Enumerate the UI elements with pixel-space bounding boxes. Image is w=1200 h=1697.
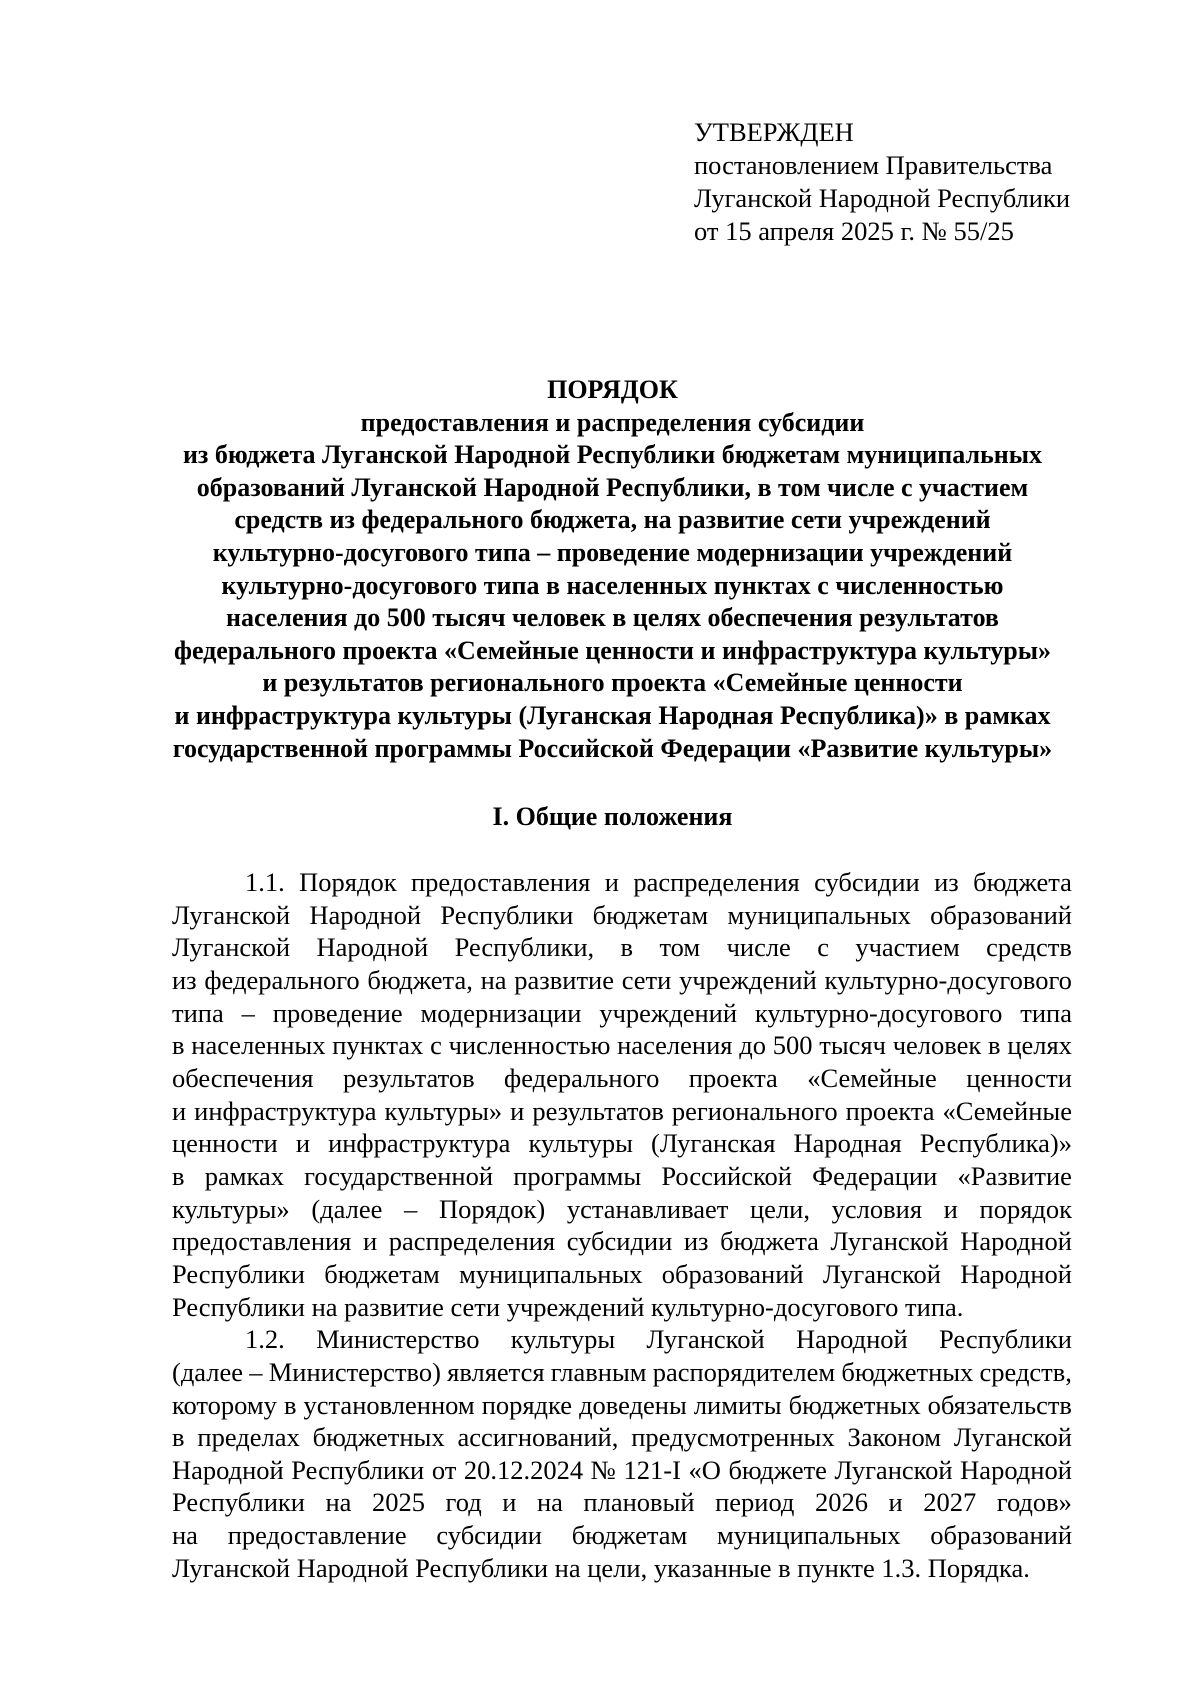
approval-stamp — [694, 116, 1174, 248]
word: образований — [930, 899, 1072, 930]
word: пунктах — [332, 1030, 424, 1061]
word: предоставления — [172, 1226, 352, 1257]
word: бюджете — [728, 1454, 827, 1485]
word: Российской — [661, 1160, 792, 1191]
word: ценности — [966, 1062, 1072, 1093]
word: бюджетам — [324, 1258, 440, 1289]
word: Федерации — [812, 1160, 938, 1191]
title-line: предоставления и распределения субсидии — [360, 407, 865, 437]
word: доведены — [579, 1389, 687, 1420]
word: человек — [892, 1030, 982, 1061]
title-line: культурно-досугового типа – проведение модернизации учреждений — [212, 537, 1013, 567]
word: и — [172, 1095, 187, 1126]
word: распределения — [633, 867, 800, 897]
word: проведение — [272, 997, 403, 1028]
title-heading: ПОРЯДОК — [547, 375, 678, 404]
approval-line: постановлением Правительства — [694, 150, 1053, 180]
word: Луганской — [172, 899, 291, 930]
word: Народная — [793, 1128, 902, 1159]
word: рамках — [204, 1160, 284, 1191]
word: культуры» — [384, 1095, 503, 1126]
title-line: образований Луганской Народной Республики, в том числе с участием — [196, 472, 1029, 502]
word: которому — [172, 1389, 277, 1420]
title-line: культурно-досугового типа в населенных пунктах с численностью — [221, 570, 1004, 600]
word: ассигнований, — [457, 1422, 619, 1453]
word: учреждений — [599, 997, 738, 1028]
title-line: средств из федерального бюджета, на развитие сети учреждений — [234, 505, 991, 535]
word: цели, — [750, 1193, 810, 1224]
word: населенных — [191, 1030, 326, 1061]
word: Порядок — [299, 867, 397, 897]
word: год — [445, 1487, 482, 1518]
paragraph-line — [172, 1258, 1072, 1291]
word: бюджетам — [592, 899, 709, 930]
word: (Луганская — [651, 1128, 776, 1159]
word: 2027 — [923, 1487, 977, 1518]
word: участием — [855, 932, 960, 963]
word: Луганской — [953, 1422, 1072, 1453]
word: и — [888, 1487, 903, 1518]
word: регионального — [671, 1095, 838, 1126]
word: порядке — [481, 1389, 573, 1420]
word: на — [172, 1520, 198, 1551]
word: 2025 — [371, 1487, 425, 1518]
word: в — [172, 1030, 185, 1061]
word: культуры — [510, 1324, 616, 1355]
word: в — [172, 1160, 185, 1191]
word: модернизации — [420, 997, 582, 1028]
word: Республики — [939, 1324, 1072, 1355]
word: установленном — [303, 1389, 475, 1420]
word: бюджета — [973, 867, 1072, 897]
word: инфраструктура — [328, 1128, 511, 1159]
word: период — [715, 1487, 795, 1518]
word: результатов — [342, 1062, 475, 1093]
word: обязательств — [927, 1389, 1072, 1420]
paragraph-line — [172, 899, 1072, 932]
body-text — [172, 866, 1072, 1584]
word: предусмотренных — [631, 1422, 835, 1453]
word: ценности — [172, 1128, 278, 1159]
word: в — [172, 1422, 185, 1453]
title-line: и результатов регионального проекта «Семейные ценности — [262, 668, 963, 698]
word: распределения — [388, 1226, 556, 1257]
word: Народной — [960, 1454, 1072, 1485]
word: Народной — [316, 932, 429, 963]
paragraph-line — [172, 1421, 1072, 1454]
word: федерального — [504, 1062, 660, 1093]
word: плановый — [583, 1487, 695, 1518]
title-line: государственной программы Российской Федерации «Развитие культуры» — [172, 733, 1053, 763]
word: Народной — [309, 899, 422, 930]
word: Республики — [291, 1454, 425, 1485]
word: 121-I — [623, 1454, 681, 1485]
word: бюджета, — [367, 964, 473, 995]
title-line: из бюджета Луганской Народной Республики бюджетам муниципальных — [182, 440, 1043, 470]
paragraph-line: Луганской Народной Республики на цели, указанные в пункте 1.3. Порядка. — [172, 1552, 1030, 1583]
paragraph-line — [172, 1454, 1072, 1487]
section-heading: I. Общие положения — [492, 802, 733, 831]
word: типа — [1020, 997, 1072, 1028]
word: Республики — [172, 1258, 305, 1289]
word: развитие — [514, 964, 614, 995]
word: предоставление — [227, 1520, 407, 1551]
word: лимиты — [693, 1389, 782, 1420]
word: образований — [661, 1258, 804, 1289]
word: государственной — [304, 1160, 494, 1191]
word: Народной — [960, 1258, 1072, 1289]
paragraph-line — [172, 1193, 1072, 1226]
paragraph-line — [172, 964, 1072, 997]
word: Луганской — [834, 1454, 953, 1485]
word: целях — [1007, 1030, 1072, 1061]
word: порядок — [979, 1193, 1072, 1224]
word: результатов — [532, 1095, 664, 1126]
word: Республика)» — [919, 1128, 1072, 1159]
word: Луганской — [172, 932, 291, 963]
word: инфраструктура — [194, 1095, 377, 1126]
word: на — [536, 1487, 563, 1518]
word: и — [502, 1487, 517, 1518]
word: 1.1. — [245, 867, 285, 897]
word: в — [988, 1030, 1001, 1061]
word: 20.12.2024 — [463, 1454, 584, 1485]
title-line: федерального проекта «Семейные ценности и инфраструктура культуры» — [173, 635, 1052, 665]
word: Министерство — [316, 1324, 480, 1355]
paragraph-line — [172, 1323, 1072, 1356]
word: 2026 — [814, 1487, 868, 1518]
paragraph-line — [172, 1029, 1072, 1062]
word: Народной — [960, 1226, 1072, 1257]
word: тысяч — [819, 1030, 886, 1061]
word: 500 — [772, 1030, 813, 1061]
word: субсидии — [436, 1520, 542, 1551]
word: и — [362, 1226, 378, 1257]
word: является — [447, 1356, 545, 1387]
word: Порядок) — [438, 1193, 546, 1224]
paragraph-line — [172, 1062, 1072, 1095]
word: главным — [550, 1356, 647, 1387]
word: и — [943, 1193, 958, 1224]
word: – — [249, 1356, 263, 1387]
word: субсидии — [814, 867, 920, 897]
word: из — [683, 1226, 709, 1257]
word: от — [431, 1454, 457, 1485]
word: бюджетных — [788, 1389, 921, 1420]
word: и — [510, 1095, 525, 1126]
word: Республики — [440, 899, 574, 930]
approval-date: от 15 апреля 2025 г. № 55/25 — [694, 216, 1014, 246]
word: муниципальных — [459, 1258, 643, 1289]
paragraph-line: Республики на развитие сети учреждений культурно-досугового типа. — [172, 1291, 964, 1322]
paragraph-line — [172, 997, 1072, 1030]
approval-line: Луганской Народной Республики — [694, 183, 1071, 213]
word: годов» — [996, 1487, 1072, 1518]
word: до — [739, 1030, 766, 1061]
word: и — [604, 867, 619, 897]
word: программы — [513, 1160, 642, 1191]
word: на — [480, 964, 507, 995]
word: Министерство) — [268, 1356, 441, 1387]
word: устанавливает — [566, 1193, 729, 1224]
word: распорядителем — [652, 1356, 836, 1387]
word: типа — [172, 997, 224, 1028]
word: культуры» — [172, 1193, 290, 1224]
word: населения — [617, 1030, 733, 1061]
word: проекта — [688, 1062, 778, 1093]
title-line: населения до 500 тысяч человек в целях обеспечения результатов — [226, 603, 999, 633]
word: «О — [688, 1454, 721, 1485]
word: культуры — [528, 1128, 633, 1159]
word: с — [817, 932, 829, 963]
word: с — [430, 1030, 442, 1061]
word: – — [241, 997, 255, 1028]
word: из — [172, 964, 197, 995]
paragraph-line — [172, 866, 1072, 899]
word: бюджета — [720, 1226, 819, 1257]
paragraph-line — [172, 1225, 1072, 1258]
title-line: и инфраструктура культуры (Луганская Народная Республика)» в рамках — [174, 700, 1051, 730]
word: условия — [831, 1193, 923, 1224]
word: муниципальных — [727, 899, 911, 930]
approval-status: УТВЕРЖДЕН — [694, 117, 854, 147]
paragraph — [172, 866, 1072, 1323]
word: средств — [986, 932, 1072, 963]
word: Луганской — [830, 1226, 949, 1257]
word: сети — [621, 964, 672, 995]
word: числе — [726, 932, 791, 963]
paragraph-line — [172, 931, 1072, 964]
word: Луганской — [646, 1324, 765, 1355]
word: образований — [930, 1520, 1072, 1551]
word: пределах — [197, 1422, 300, 1453]
word: Республики, — [454, 932, 595, 963]
word: – — [404, 1193, 418, 1224]
word: и — [295, 1128, 310, 1159]
word: предоставления — [410, 867, 591, 897]
word: Республики — [172, 1487, 305, 1518]
word: субсидии — [566, 1226, 673, 1257]
word: (далее — [311, 1193, 383, 1224]
paragraph-line — [172, 1127, 1072, 1160]
word: Луганской — [822, 1258, 941, 1289]
paragraph-line — [172, 1356, 1072, 1389]
word: средств, — [979, 1356, 1072, 1387]
word: (далее — [172, 1356, 244, 1387]
word: на — [325, 1487, 352, 1518]
word: № — [590, 1454, 616, 1485]
paragraph-line — [172, 1389, 1072, 1422]
word: обеспечения — [172, 1062, 314, 1093]
paragraph-line — [172, 1519, 1072, 1552]
word: Законом — [847, 1422, 941, 1453]
paragraph — [172, 1323, 1072, 1584]
paragraph-line — [172, 1160, 1072, 1193]
paragraph-line — [172, 1486, 1072, 1519]
word: проекта — [845, 1095, 935, 1126]
word: в — [620, 932, 634, 963]
word: бюджетных — [312, 1422, 445, 1453]
word: численностью — [448, 1030, 611, 1061]
word: в — [283, 1389, 297, 1420]
word: федерального — [204, 964, 360, 995]
word: бюджетам — [571, 1520, 688, 1551]
word: бюджетных — [841, 1356, 974, 1387]
word: культурно-досугового — [754, 997, 1003, 1028]
word: 1.2. — [245, 1324, 285, 1355]
word: из — [934, 867, 959, 897]
word: культурно-досугового — [824, 964, 1072, 995]
word: Народной — [172, 1454, 284, 1485]
word: «Семейные — [807, 1062, 937, 1093]
word: «Развитие — [957, 1160, 1072, 1191]
document-title — [150, 374, 1075, 765]
word: учреждений — [679, 964, 817, 995]
word: «Семейные — [942, 1095, 1072, 1126]
word: том — [659, 932, 701, 963]
word: Народной — [795, 1324, 908, 1355]
paragraph-line — [172, 1095, 1072, 1128]
word: муниципальных — [717, 1520, 901, 1551]
